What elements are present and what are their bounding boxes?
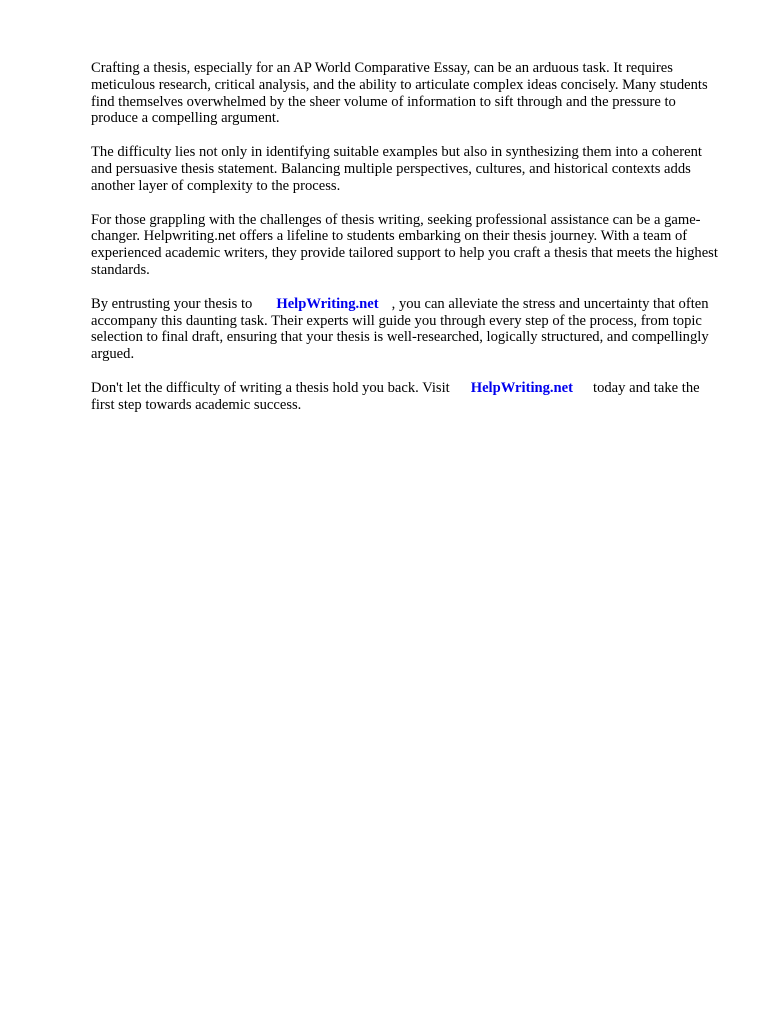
helpwriting-link-2[interactable]: HelpWriting.net [470,379,574,396]
paragraph-entrusting [91,296,721,363]
helpwriting-link-1[interactable]: HelpWriting.net [276,295,379,312]
paragraph-visit [91,380,721,414]
paragraph-intro: Crafting a thesis, especially for an AP World Comparative Essay, can be an arduous task. It requires meticulous research, critical analysis, and the ability to articulate complex ideas concisely. Many students find themselves overwhelmed by the sheer volume of information to sift through and the pressure to produce a compelling argument. [91,60,708,127]
paragraph-visit-lead: Don't let the difficulty of writing a thesis hold you back. Visit [91,379,450,396]
paragraph-entrusting-lead: By entrusting your thesis to [91,295,253,312]
paragraph-difficulty: The difficulty lies not only in identifying suitable examples but also in synthesizing them into a coherent and persuasive thesis statement. Balancing multiple perspectives, cultures, and historical contexts adds another layer of complexity to the process. [91,144,702,194]
paragraph-assistance: For those grappling with the challenges of thesis writing, seeking professional assistance can be a game-changer. Helpwriting.net offers a lifeline to students embarking on their thesis journey. With a team of experienced academic writers, they provide tailored support to help you craft a thesis that meets the highest standards. [91,211,718,278]
document-body [91,60,721,431]
paragraph-visit-rest: today and take the first step towards academic success. [91,379,700,413]
paragraph-entrusting-rest: , you can alleviate the stress and uncertainty that often accompany this daunting task. Their experts will guide you through every step of the process, from topic selection to final draft, ensuring that your thesis is well-researched, logically structured, and compellingly argued. [91,295,709,363]
